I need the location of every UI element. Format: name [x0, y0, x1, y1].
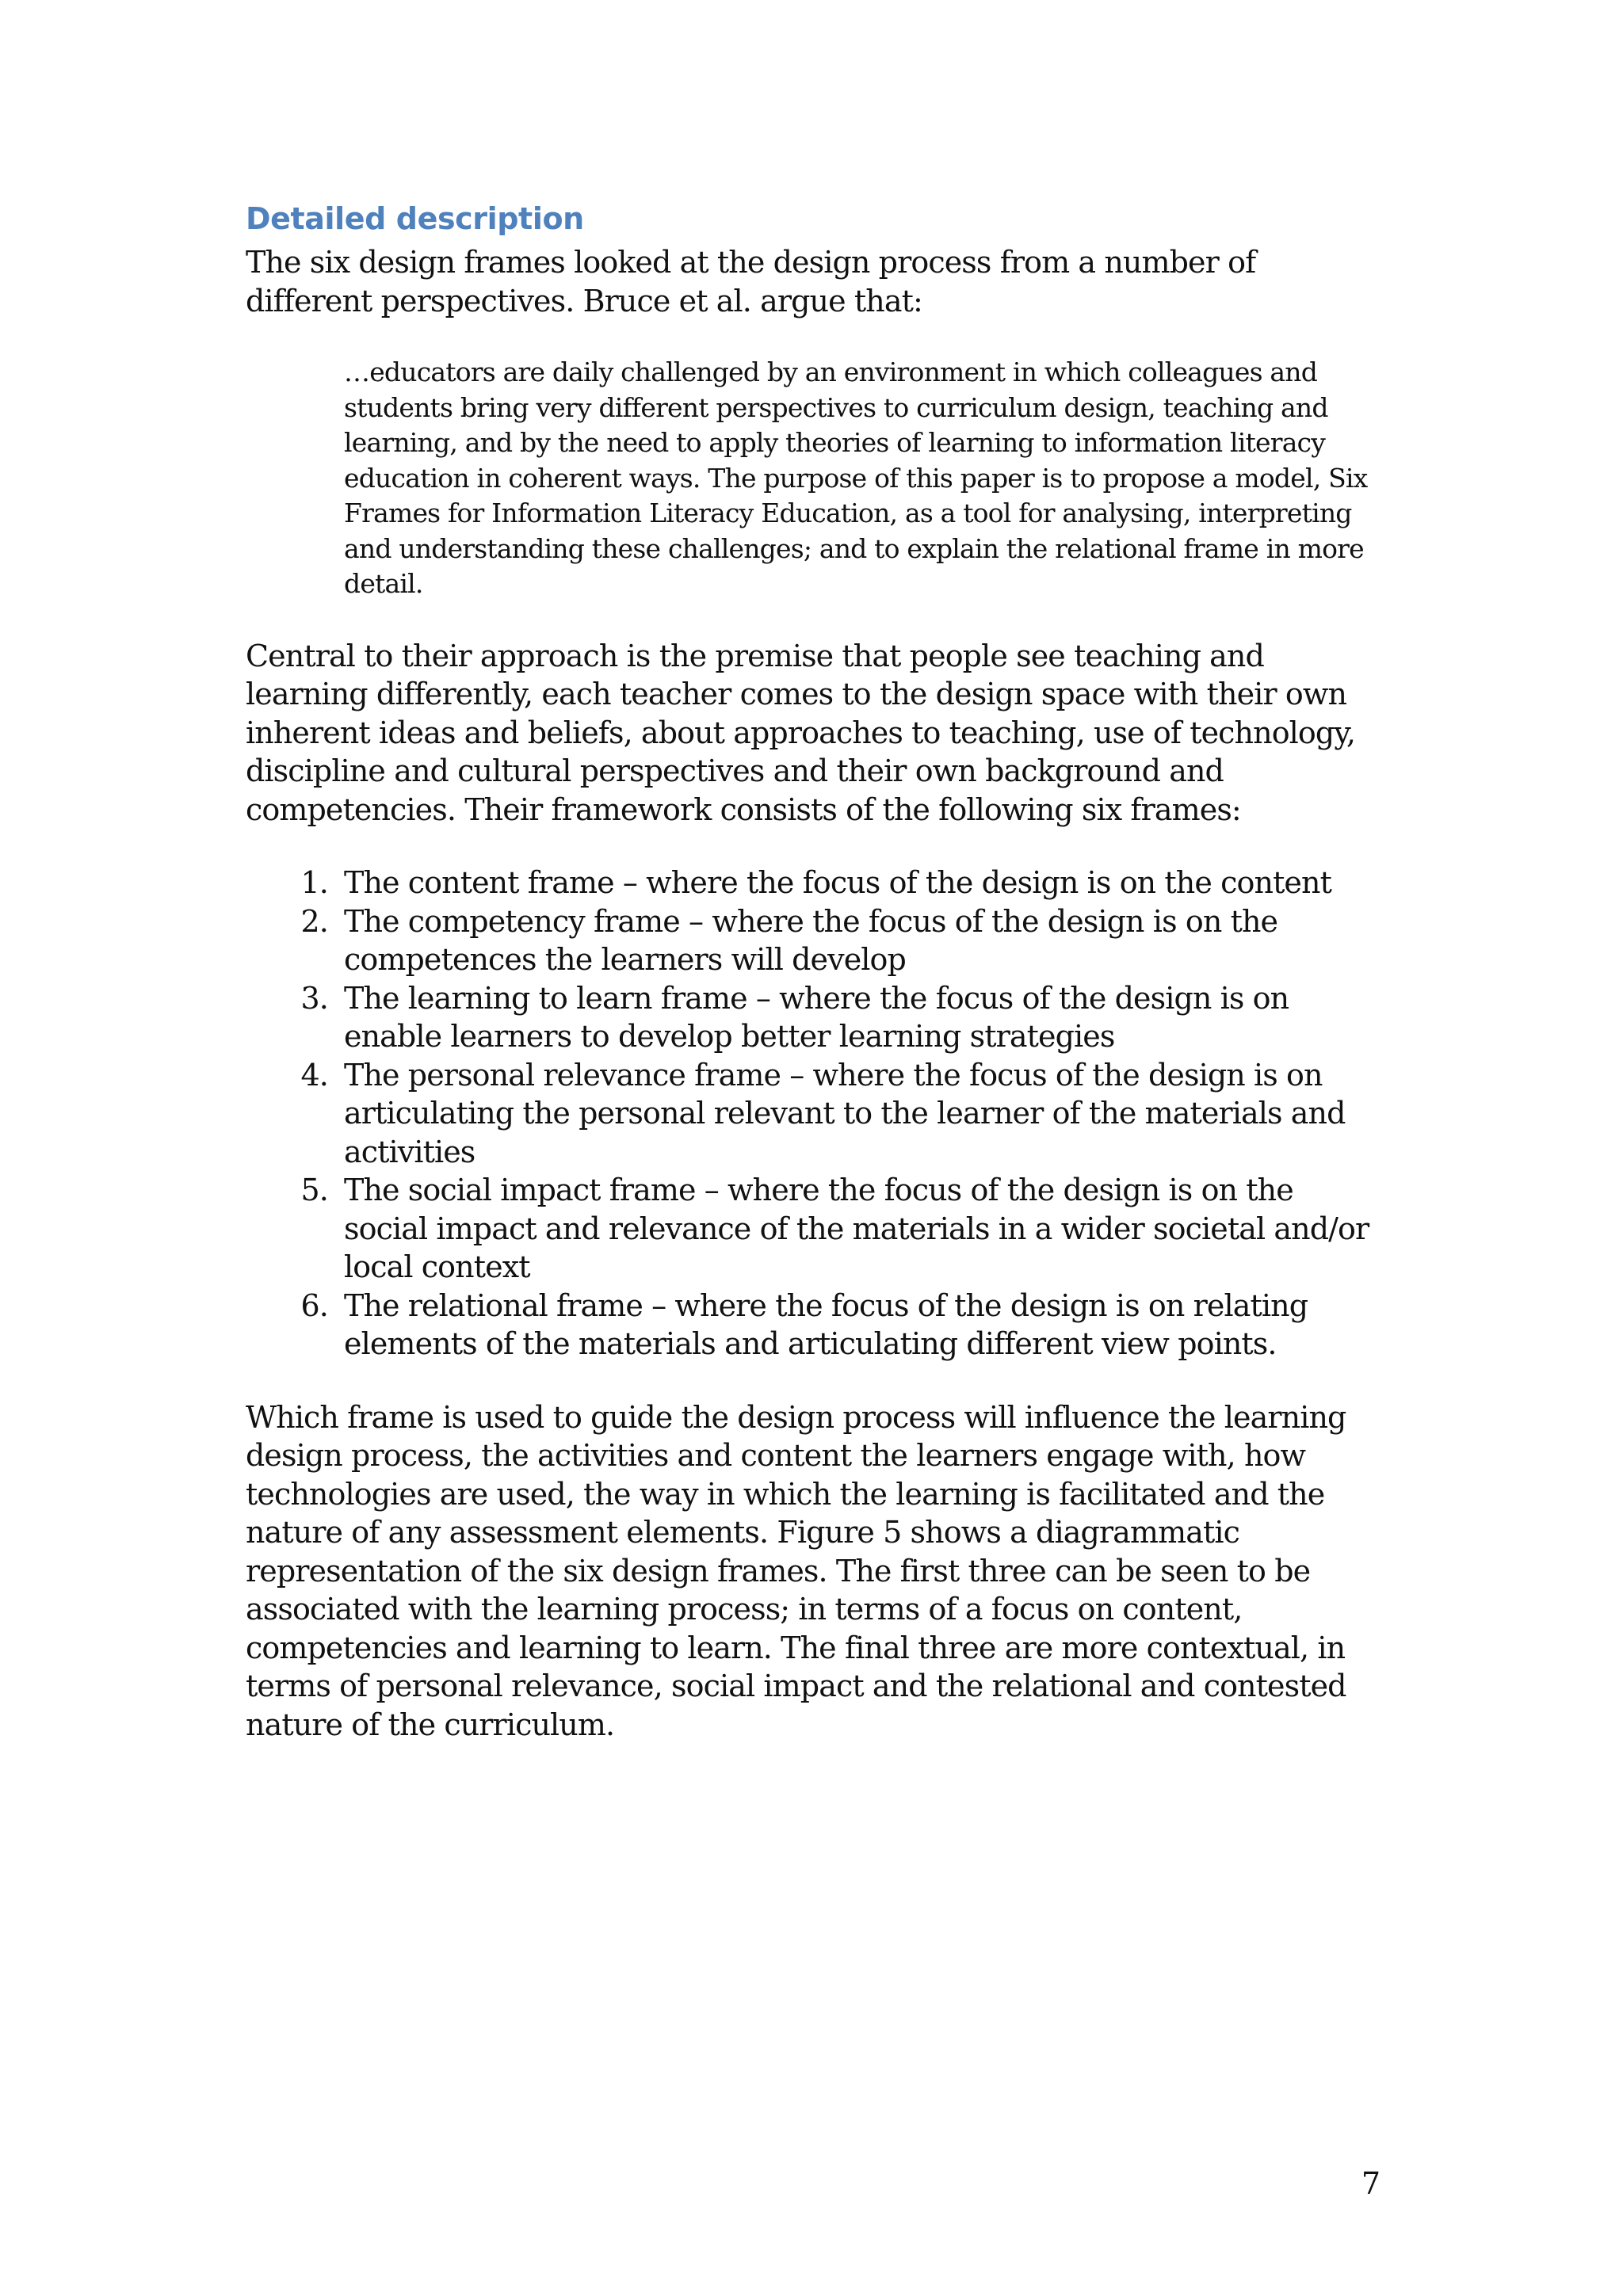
list-item-text: The competency frame – where the focus of the design is on the competences the learners will develop — [344, 903, 1278, 977]
list-item-number: 1. — [300, 865, 328, 900]
list-item — [246, 864, 1379, 902]
list-item-number: 5. — [300, 1173, 328, 1207]
page-content — [246, 194, 1379, 1744]
list-item-text: The learning to learn frame – where the focus of the design is on enable learners to develop better learning strategies — [344, 980, 1289, 1054]
list-item-text: The content frame – where the focus of the design is on the content — [344, 865, 1331, 900]
list-item-text: The social impact frame – where the focus of the design is on the social impact and relevance of the materials in a wider societal and/or local context — [344, 1173, 1369, 1284]
list-item — [246, 979, 1379, 1056]
closing-paragraph: Which frame is used to guide the design process will influence the learning design process, the activities and content the learners engage with, how technologies are used, the way in which the learning is facilitated and the nature of any assessment elements. Figure 5 shows a diagrammatic representation of the six design frames. The first three can be seen to be associated with the learning process; in terms of a focus on content, competencies and learning to learn. The final three are more contextual, in terms of personal relevance, social impact and the relational and contested nature of the curriculum. — [246, 1399, 1346, 1742]
intro-paragraph: The six design frames looked at the design process from a number of different perspectives. Bruce et al. argue that: — [246, 245, 1256, 318]
list-item-text: The personal relevance frame – where the focus of the design is on articulating the personal relevant to the learner of the materials and activities — [344, 1057, 1346, 1169]
list-item-number: 4. — [300, 1057, 328, 1093]
list-item-number: 6. — [300, 1287, 328, 1323]
list-item-number: 3. — [300, 980, 328, 1016]
list-item — [246, 902, 1379, 979]
list-item — [246, 1171, 1379, 1287]
section-heading: Detailed description — [246, 201, 584, 236]
list-item — [246, 1287, 1379, 1363]
frames-list — [246, 864, 1379, 1363]
list-item — [246, 1056, 1379, 1172]
central-paragraph: Central to their approach is the premise that people see teaching and learning differently, each teacher comes to the design space with their own inherent ideas and beliefs, about approaches to teaching, use of technology, discipline and cultural perspectives and their own background and competencies. Their framework consists of the following six frames: — [246, 638, 1356, 827]
list-item-text: The relational frame – where the focus of the design is on relating elements of the materials and articulating different view points. — [344, 1287, 1308, 1361]
block-quote: …educators are daily challenged by an environment in which colleagues and students bring very different perspectives to curriculum design, teaching and learning, and by the need to apply theories of learning to information literacy education in coherent ways. The purpose of this paper is to propose a model, Six Frames for Information Literacy Education, as a tool for analysing, interpreting and understanding these challenges; and to explain the relational frame in more detail. — [344, 357, 1368, 599]
list-item-number: 2. — [300, 903, 328, 939]
page-number: 7 — [1361, 2166, 1381, 2201]
